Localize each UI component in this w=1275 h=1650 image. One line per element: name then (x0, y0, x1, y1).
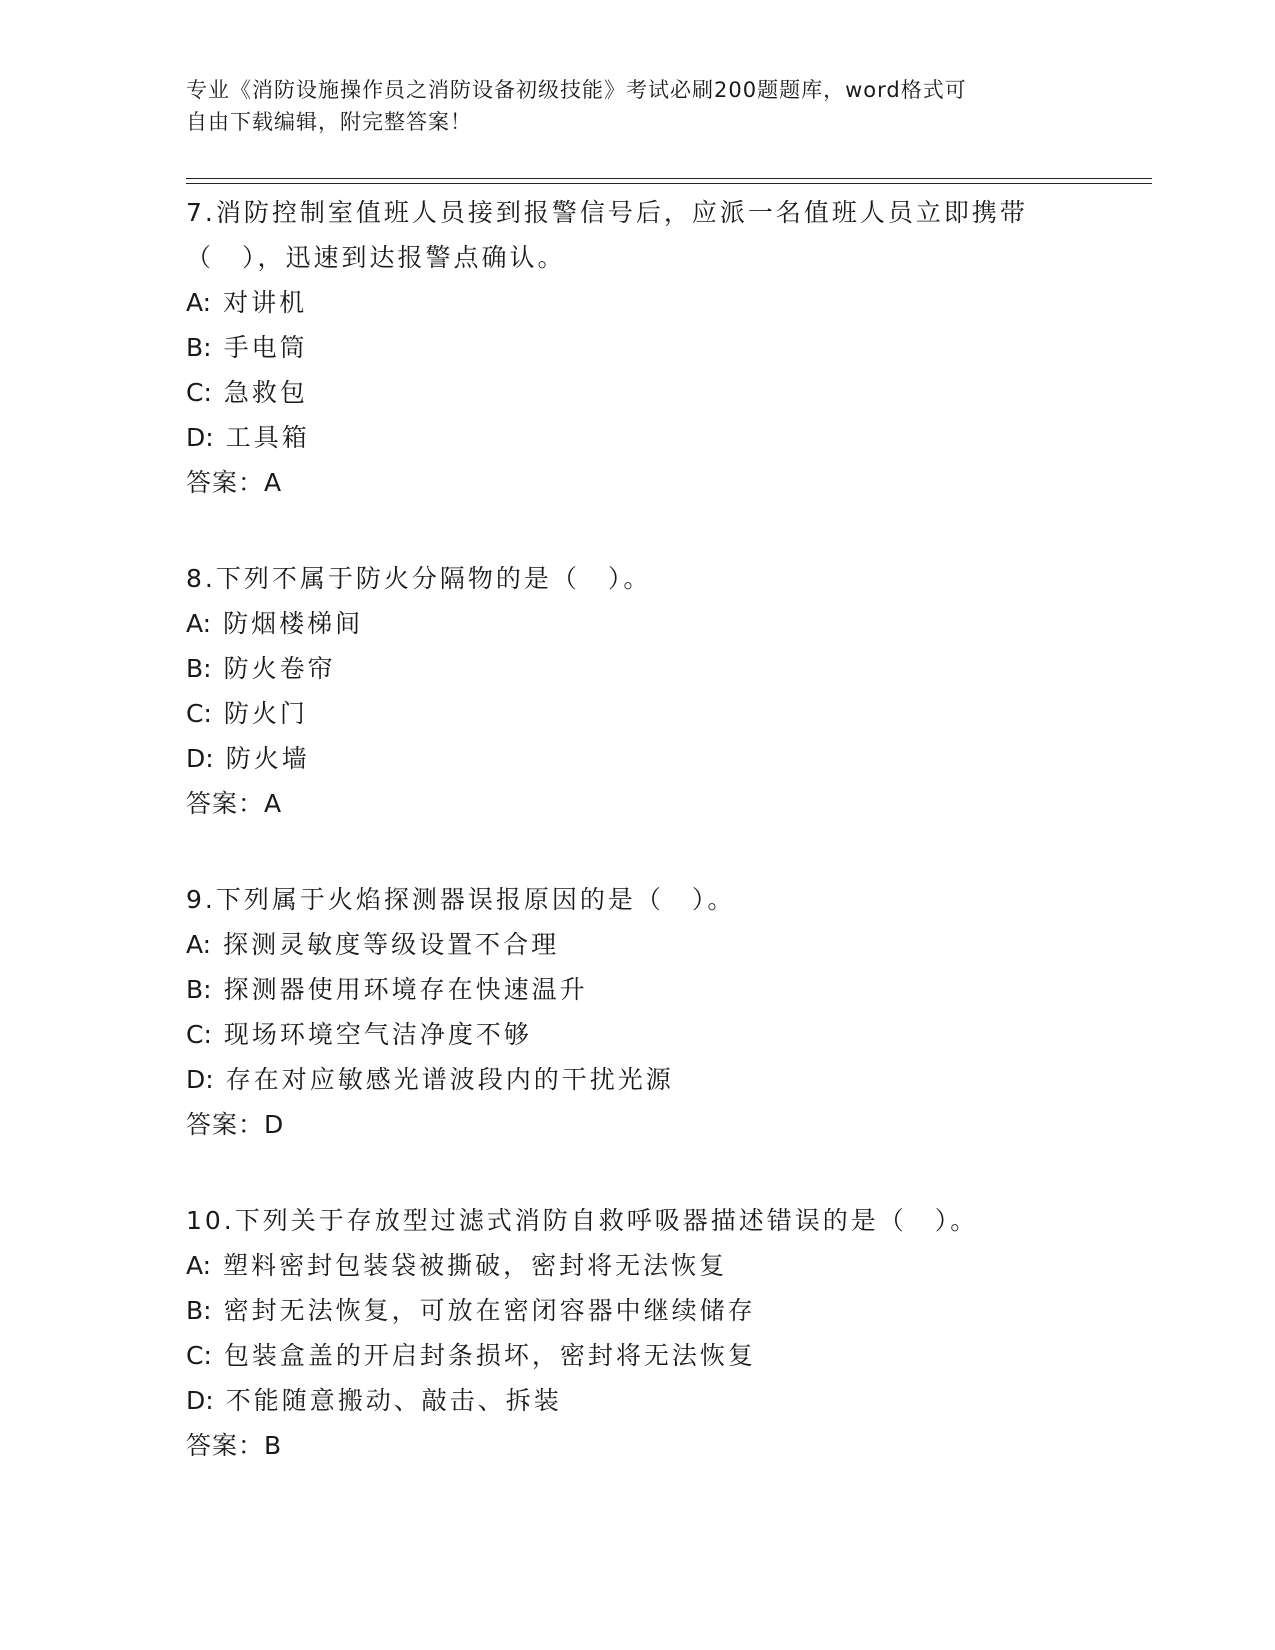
option-text: 工具箱 (225, 423, 310, 452)
question-spacer (186, 506, 1146, 552)
question-spacer (186, 827, 1146, 873)
header-line-2: 自由下载编辑，附完整答案！ (186, 110, 472, 134)
option-letter: A: (186, 1251, 212, 1280)
option-letter: B: (186, 975, 212, 1004)
option-text: 防火卷帘 (223, 654, 336, 683)
option-letter: A: (186, 609, 212, 638)
option-d (186, 1378, 1146, 1423)
option-letter: A: (186, 930, 212, 959)
option-letter: B: (186, 333, 212, 362)
question-stem (186, 1194, 1146, 1243)
option-b (186, 646, 1146, 691)
question-stem-line: 9.下列属于火焰探测器误报原因的是（ ）。 (186, 885, 736, 914)
question-stem-line: 8.下列不属于防火分隔物的是（ ）。 (186, 564, 652, 593)
option-letter: D: (186, 1386, 214, 1415)
option-letter: D: (186, 1065, 214, 1094)
header-divider-bottom (186, 183, 1152, 184)
option-text: 探测器使用环境存在快速温升 (223, 975, 588, 1004)
option-d (186, 736, 1146, 781)
answer-line: 答案：A (186, 789, 283, 818)
option-text: 急救包 (223, 378, 308, 407)
option-letter: C: (186, 378, 212, 407)
question-stem (186, 873, 1146, 922)
option-b (186, 967, 1146, 1012)
option-letter: D: (186, 423, 214, 452)
option-letter: C: (186, 1020, 212, 1049)
question-stem-line: 7.消防控制室值班人员接到报警信号后，应派一名值班人员立即携带 (186, 198, 1028, 227)
option-b (186, 325, 1146, 370)
option-text: 存在对应敏感光谱波段内的干扰光源 (225, 1065, 674, 1094)
option-text: 防火墙 (225, 744, 310, 773)
option-d (186, 415, 1146, 460)
header-divider-top (186, 178, 1152, 179)
answer-line: 答案：D (186, 1110, 285, 1139)
option-letter: C: (186, 1341, 212, 1370)
option-a (186, 1243, 1146, 1288)
option-text: 不能随意搬动、敲击、拆装 (225, 1386, 562, 1415)
question-8 (186, 552, 1146, 873)
question-list (186, 186, 1146, 1469)
question-stem (186, 552, 1146, 601)
header-line-1: 专业《消防设施操作员之消防设备初级技能》考试必刷200题题库，word格式可 (186, 78, 967, 102)
question-7 (186, 186, 1146, 552)
option-letter: B: (186, 1296, 212, 1325)
option-c (186, 1333, 1146, 1378)
option-letter: D: (186, 744, 214, 773)
option-text: 密封无法恢复，可放在密闭容器中继续储存 (223, 1296, 756, 1325)
option-a (186, 601, 1146, 646)
option-letter: B: (186, 654, 212, 683)
option-d (186, 1057, 1146, 1102)
option-text: 探测灵敏度等级设置不合理 (223, 930, 560, 959)
option-text: 塑料密封包装袋被撕破，密封将无法恢复 (223, 1251, 728, 1280)
option-a (186, 922, 1146, 967)
question-spacer (186, 1148, 1146, 1194)
option-text: 防烟楼梯间 (223, 609, 364, 638)
answer-line: 答案：B (186, 1431, 283, 1460)
question-stem-line: （ ），迅速到达报警点确认。 (186, 243, 566, 272)
option-c (186, 1012, 1146, 1057)
question-10 (186, 1194, 1146, 1469)
option-text: 对讲机 (223, 288, 308, 317)
option-text: 包装盒盖的开启封条损坏，密封将无法恢复 (223, 1341, 756, 1370)
option-c (186, 691, 1146, 736)
option-letter: C: (186, 699, 212, 728)
document-header (186, 74, 1066, 138)
question-stem (186, 186, 1146, 280)
option-text: 现场环境空气洁净度不够 (223, 1020, 532, 1049)
question-stem-line: 10.下列关于存放型过滤式消防自救呼吸器描述错误的是（ ）。 (186, 1206, 979, 1235)
option-a (186, 280, 1146, 325)
answer-line: 答案：A (186, 468, 283, 497)
question-9 (186, 873, 1146, 1194)
option-text: 防火门 (223, 699, 308, 728)
option-letter: A: (186, 288, 212, 317)
option-text: 手电筒 (223, 333, 308, 362)
option-c (186, 370, 1146, 415)
option-b (186, 1288, 1146, 1333)
